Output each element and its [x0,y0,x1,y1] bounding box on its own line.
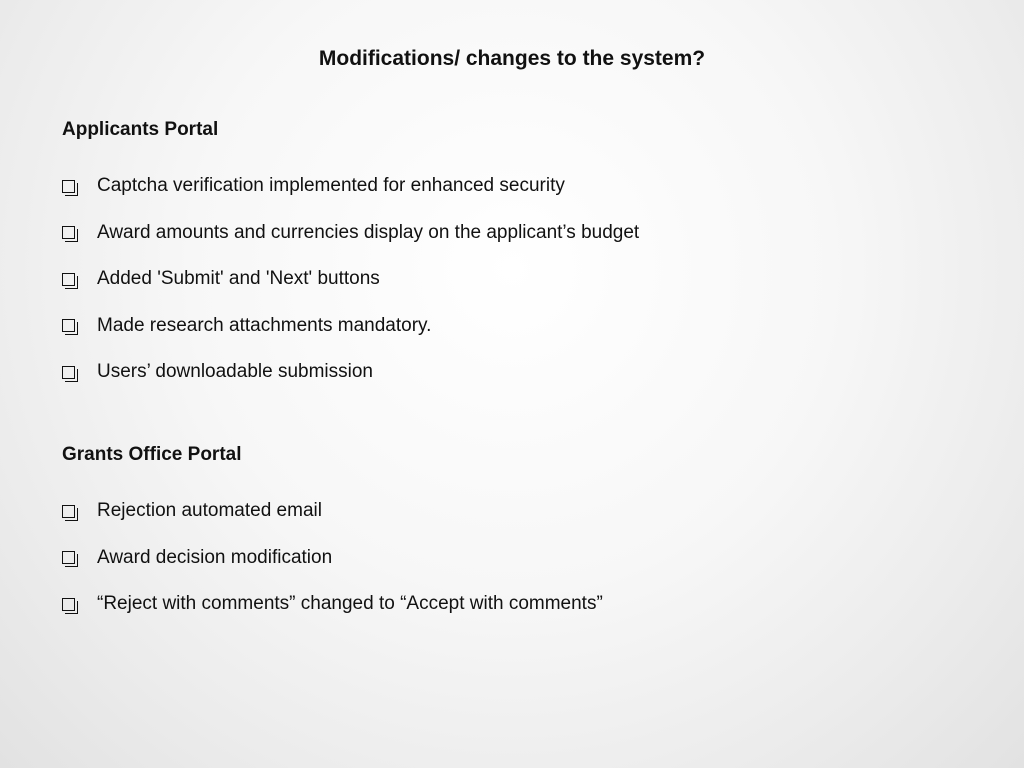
list-item [62,581,603,628]
list-item-text: Award amounts and currencies display on the applicant’s budget [97,221,640,243]
grants-office-portal-list [62,488,603,628]
list-item [62,488,603,535]
grants-office-portal-heading: Grants Office Portal [62,444,242,465]
checkbox-icon [62,551,75,564]
list-item [62,303,639,350]
checkbox-icon [62,366,75,379]
list-item-text: Captcha verification implemented for enhanced security [97,175,565,197]
checkbox-icon [62,505,75,518]
list-item-text: “Reject with comments” changed to “Accept with comments” [97,593,603,615]
list-item [62,210,639,257]
list-item-text: Made research attachments mandatory. [97,314,432,336]
list-item [62,163,639,210]
checkbox-icon [62,180,75,193]
list-item-text: Added 'Submit' and 'Next' buttons [97,268,380,290]
list-item [62,256,639,303]
list-item [62,349,639,396]
list-item-text: Award decision modification [97,546,333,568]
applicants-portal-list [62,163,639,396]
list-item-text: Rejection automated email [97,500,322,522]
checkbox-icon [62,598,75,611]
list-item [62,535,603,582]
checkbox-icon [62,319,75,332]
checkbox-icon [62,226,75,239]
slide-title: Modifications/ changes to the system? [318,47,706,70]
checkbox-icon [62,273,75,286]
applicants-portal-heading: Applicants Portal [62,119,219,140]
list-item-text: Users’ downloadable submission [97,361,373,383]
